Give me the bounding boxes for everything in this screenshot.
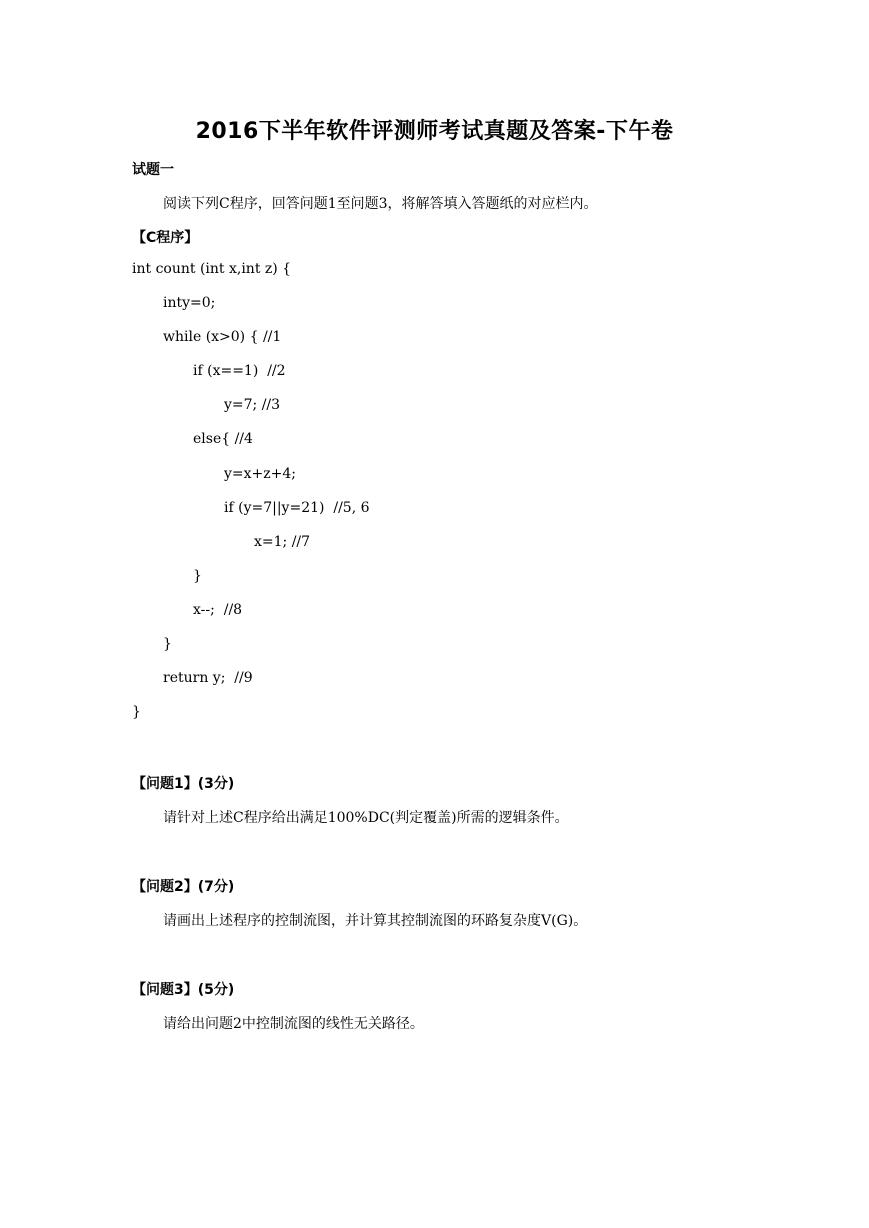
question-3-heading: 【问题3】(5分) xyxy=(132,982,235,998)
code-line: y=x+z+4; xyxy=(224,466,296,482)
code-line: else{ //4 xyxy=(193,431,253,447)
code-line: } xyxy=(132,704,141,720)
question-2-text: 请画出上述程序的控制流图，并计算其控制流图的环路复杂度V(G)。 xyxy=(163,913,588,929)
code-heading: 【C程序】 xyxy=(132,230,199,246)
code-line: y=7; //3 xyxy=(224,397,281,413)
question-1-text: 请针对上述C程序给出满足100%DC(判定覆盖)所需的逻辑条件。 xyxy=(163,810,569,826)
code-line: int count (int x,int z) { xyxy=(132,261,292,277)
code-line: } xyxy=(163,636,172,652)
code-line: x--; //8 xyxy=(193,602,243,618)
section-heading: 试题一 xyxy=(132,162,174,178)
intro-paragraph: 阅读下列C程序，回答问题1至问题3，将解答填入答题纸的对应栏内。 xyxy=(163,196,598,212)
question-1-heading: 【问题1】(3分) xyxy=(132,776,235,792)
code-line: if (y=7||y=21) //5, 6 xyxy=(224,500,370,516)
code-line: return y; //9 xyxy=(163,670,253,686)
code-line: x=1; //7 xyxy=(254,534,311,550)
code-line: while (x>0) { //1 xyxy=(163,329,282,345)
question-3-text: 请给出问题2中控制流图的线性无关路径。 xyxy=(163,1016,424,1032)
document-title: 2016下半年软件评测师考试真题及答案-下午卷 xyxy=(195,119,674,144)
code-line: inty=0; xyxy=(163,295,216,311)
code-line: } xyxy=(193,568,202,584)
code-line: if (x==1) //2 xyxy=(193,363,286,379)
question-2-heading: 【问题2】(7分) xyxy=(132,879,235,895)
